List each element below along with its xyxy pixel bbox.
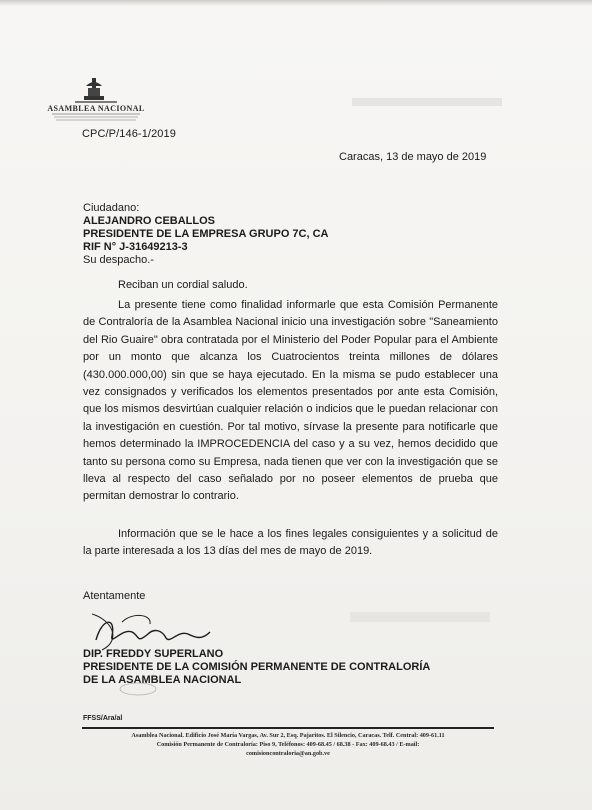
bleed-through-mark [352,98,502,106]
footer [82,731,494,758]
addressee-rif: RIF N° J-31649213-3 [83,241,188,253]
closing-paragraph: Información que se le hace a los fines legales consiguientes y a solicitud de la parte interesada a los 13 días del mes de mayo de 2019. [83,528,498,557]
addressee-block [83,202,329,267]
sign-off: Atentamente [83,590,146,602]
typist-initials: FFSS/Ara/al [83,715,123,722]
assembly-seal-logo [40,72,152,122]
addressee-despacho: Su despacho.- [83,254,154,266]
footer-rule [82,727,494,729]
signer-title-line1: PRESIDENTE DE LA COMISIÓN PERMANENTE DE CONTRALORÍA [83,661,431,673]
signer-title-line2: DE LA ASAMBLEA NACIONAL [83,674,242,686]
addressee-salutation: Ciudadano: [83,202,140,214]
greeting: Reciban un cordial saludo. [118,279,248,291]
faint-stamp [118,682,158,696]
body-paragraph: La presente tiene como finalidad informarle que esta Comisión Permanente de Contraloría de la Asamblea Nacional inicio una investigación sobre "Saneamiento del Rio Guaire" obra contratada por el Ministerio del Poder Popular para el Ambiente por un monto que alcanza los Cuatrocientos treinta millones de dólares (430.000.000,00) sin que se haya ejecutado. En la misma se pudo establecer una vez consignados y verificados los elementos presentados por ante esta Comisión, que los mismos desvirtúan cualquier relación o indicios que le puedan relacionar con la investigación en cuestión. Por tal motivo, sírvase la presente para notificarle que hemos determinado la IMPROCEDENCIA del caso y a su vez, hemos decidido que tanto su persona como su Empresa, nada tienen que ver con la investigación que se lleva al respecto del caso señalado por no poseer elementos de prueba que permitan demostrar lo contrario. [83,299,498,503]
reference-number: CPC/P/146-1/2019 [82,128,176,140]
scan-top-edge [0,0,592,6]
signer-name: DIP. FREDDY SUPERLANO [83,648,224,660]
addressee-name: ALEJANDRO CEBALLOS [83,215,216,227]
footer-line-3: comisioncontraloria@an.gob.ve [246,750,330,757]
date-line: Caracas, 13 de mayo de 2019 [339,151,487,163]
footer-line-1: Asamblea Nacional. Edificio José María Vargas, Av. Sur 2, Esq. Pajaritos. El Silencio, Caracas. Telf. Central: 409-61.11 [131,732,445,739]
svg-text:ASAMBLEA NACIONAL: ASAMBLEA NACIONAL [47,104,145,113]
bleed-through-mark [350,612,490,622]
addressee-position: PRESIDENTE DE LA EMPRESA GRUPO 7C, CA [83,228,329,240]
footer-line-2: Comisión Permanente de Contraloría: Piso 9, Teléfonos: 409-68.45 / 68.38 - Fax: 409-68.43 / E-mail: [156,741,420,748]
